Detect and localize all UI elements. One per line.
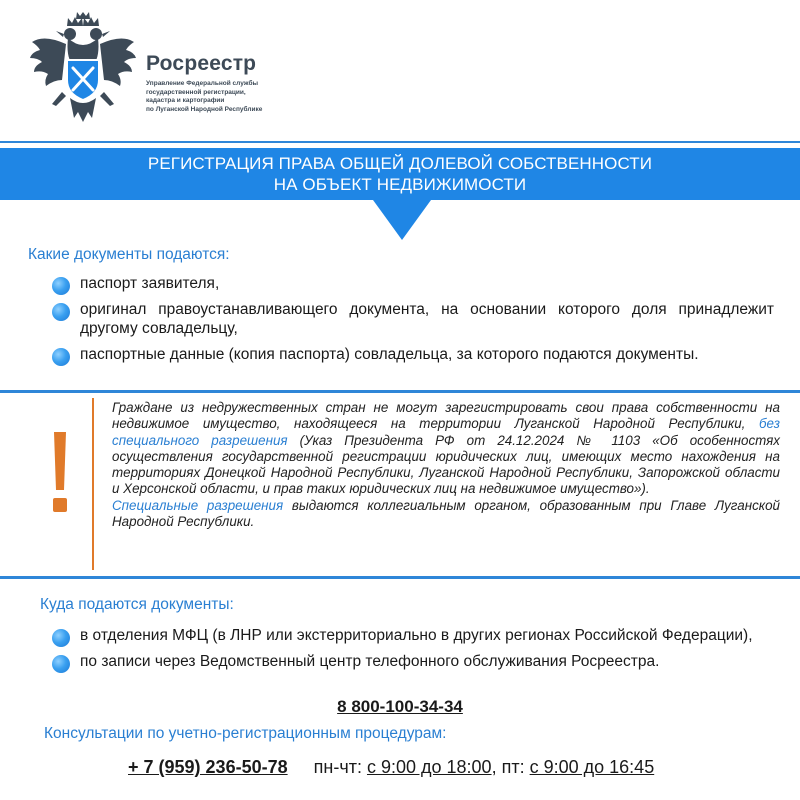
bullet-icon xyxy=(52,303,70,321)
arrow-down-icon xyxy=(373,200,431,240)
notice-text-part: Граждане из недружественных стран не могут зарегистрировать свои права собственности на недвижимое имущество, находящееся на территории Луганской Народной Республики, xyxy=(112,400,780,432)
notice-text-part: (Указ Президента РФ от 24.12.2024 № 1103 «Об особенностях осуществления государственной регистрации юридических лиц, имеющих место нахождения на территориях Донецкой Народной Республики, Луганской Народной Республики, Запорожской области и Херсонской области, и прав таких юридических лиц на недвижимое имущество»). xyxy=(112,432,780,497)
consult-contacts xyxy=(128,757,654,778)
schedule-days: пт: xyxy=(501,757,525,777)
notice-text-part: выдаются коллегиальным органом, образованным при Главе Луганской Народной Республики. xyxy=(112,497,780,530)
list-item xyxy=(52,274,774,294)
notice-block xyxy=(92,398,780,570)
list-item-text: по записи через Ведомственный центр телефонного обслуживания Росреестра. xyxy=(80,652,660,670)
list-item-text: паспорт заявителя, xyxy=(80,275,220,292)
brand-name: Росреестр xyxy=(146,52,257,75)
schedule-separator: , xyxy=(491,757,497,777)
banner-top-line xyxy=(0,141,800,143)
notice-text xyxy=(112,498,780,531)
submission-heading: Куда подаются документы: xyxy=(40,596,234,613)
consult-phone[interactable]: + 7 (959) 236-50-78 xyxy=(128,757,288,777)
list-item-text: оригинал правоустанавливающего документа, на основании которого доля принадлежит другому совладельцу, xyxy=(80,300,774,337)
bullet-icon xyxy=(52,629,70,647)
notice-highlight: без специального разрешения xyxy=(112,416,780,448)
brand-subtitle-line: Управление Федеральной службы xyxy=(146,80,259,87)
brand-subtitle-line: кадастра и картографии xyxy=(146,97,225,104)
schedule-days: пн-чт: xyxy=(313,757,362,777)
list-item-text: в отделения МФЦ (в ЛНР или экстерриториально в других регионах Российской Федерации), xyxy=(80,627,753,644)
list-item xyxy=(52,300,774,339)
documents-list xyxy=(52,274,774,364)
schedule-hours: с 9:00 до 18:00 xyxy=(366,757,492,777)
exclamation-icon xyxy=(48,432,72,516)
divider xyxy=(0,576,800,579)
list-item-text: паспортные данные (копия паспорта) совладельца, за которого подаются документы. xyxy=(80,345,699,363)
consult-heading: Консультации по учетно-регистрационным процедурам: xyxy=(44,725,447,742)
documents-heading: Какие документы подаются: xyxy=(28,246,230,263)
list-item xyxy=(52,652,774,672)
title-banner xyxy=(0,148,800,200)
submission-list xyxy=(52,626,774,671)
list-item xyxy=(52,626,774,646)
bullet-icon xyxy=(52,655,70,673)
divider xyxy=(0,390,800,393)
list-item xyxy=(52,345,774,365)
brand-subtitle-line: по Луганской Народной Республике xyxy=(146,105,263,113)
bullet-icon xyxy=(52,277,70,295)
notice-text xyxy=(112,400,780,498)
emblem-icon xyxy=(28,12,138,132)
bullet-icon xyxy=(52,348,70,366)
banner-title-line: РЕГИСТРАЦИЯ ПРАВА ОБЩЕЙ ДОЛЕВОЙ СОБСТВЕННОСТИ xyxy=(147,154,653,173)
brand-block xyxy=(146,52,306,114)
brand-subtitle xyxy=(146,80,306,114)
notice-highlight: Специальные разрешения xyxy=(112,497,284,513)
brand-subtitle-line: государственной регистрации, xyxy=(146,88,246,96)
banner-title-line: НА ОБЪЕКТ НЕДВИЖИМОСТИ xyxy=(273,175,527,194)
schedule-hours: с 9:00 до 16:45 xyxy=(529,757,655,777)
hotline-phone-number[interactable]: 8 800-100-34-34 xyxy=(337,697,463,716)
hotline-phone xyxy=(0,697,800,717)
